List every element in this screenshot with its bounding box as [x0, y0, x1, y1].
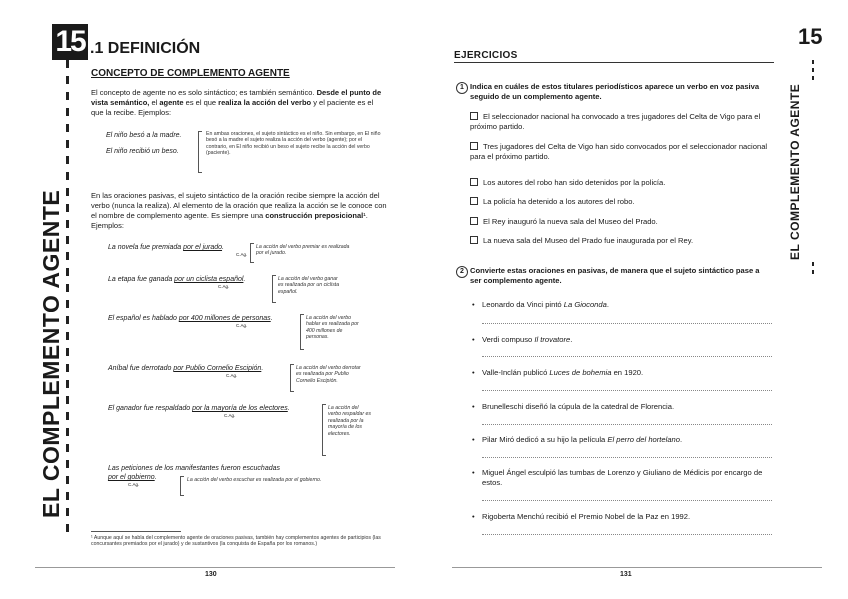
ex4-agent: por Publio Cornelio Escipión	[173, 365, 262, 372]
ex4-pre: Aníbal fue derrotado	[108, 365, 174, 372]
q1-item-1[interactable]	[470, 112, 770, 132]
passive-example-4	[108, 364, 264, 378]
q2-answer-line-4[interactable]	[482, 424, 772, 425]
right-dash-strip-bottom	[812, 262, 814, 278]
ex6-post: .	[154, 474, 157, 481]
example-a: El niño besó a la madre.	[106, 132, 182, 139]
q2-item-5-post: .	[679, 435, 683, 444]
q2-answer-line-2[interactable]	[482, 356, 772, 357]
passive-paragraph	[91, 191, 389, 231]
right-chapter-number: 15	[798, 24, 823, 49]
intro-bold-2: agente	[159, 98, 184, 107]
right-page	[424, 0, 848, 599]
left-footer-rule	[35, 567, 395, 568]
q1-number: 1	[456, 82, 468, 94]
q1-item-text-3: Los autores del robo han sido detenidos por la policía.	[483, 178, 666, 187]
q2-bullet-6: •	[472, 468, 475, 477]
q2-bullet-7: •	[472, 512, 475, 521]
passive-text: En las oraciones pasivas, el sujeto sintáctico de la oración recibe siempre la acción del verbo (nunca la realiza). Al elemento de la oración que realiza la acción se le conoce con el nombre de complemento agente. Es siempre una	[91, 191, 387, 220]
ex5-agent: por la mayoría de los electores	[192, 405, 288, 412]
ex4-note: La acción del verbo derrotar es realizada por Publio Cornelio Escipión.	[296, 365, 361, 384]
q2-item-2	[482, 335, 772, 345]
ex6-pre: Las peticiones de los manifestantes fueron escuchadas	[108, 465, 280, 472]
q2-item-1-ital: La Gioconda	[563, 300, 607, 309]
passive-end: ¹. Ejemplos:	[91, 211, 368, 230]
q2-item-3-post: en 1920.	[611, 368, 644, 377]
ex6-ag-label: C.Ag.	[128, 482, 140, 487]
ex3-post: .	[270, 315, 273, 322]
example-note: En ambas oraciones, el sujeto sintáctico es el niño. Sin embargo, en El niño besó a la madre el sujeto realiza la acción del verbo (agente); por el contrario, en El niño recibió un beso el sujeto recibe la acción del verbo (paciente).	[206, 131, 381, 157]
ex3-pre: El español es hablado	[108, 315, 179, 322]
q1-checkbox-1[interactable]	[470, 112, 478, 120]
q2-bullet-1: •	[472, 300, 475, 309]
ex2-ag-label: C.Ag.	[218, 284, 230, 289]
q1-item-2[interactable]	[470, 142, 770, 162]
q1-item-text-4: La policía ha detenido a los autores del robo.	[483, 197, 635, 206]
exercises-heading: EJERCICIOS	[454, 50, 518, 61]
q1-item-text-5: El Rey inauguró la nueva sala del Museo del Prado.	[483, 217, 658, 226]
q1-checkbox-5[interactable]	[470, 217, 478, 225]
q2-bullet-3: •	[472, 368, 475, 377]
ex5-ag-label: C.Ag.	[224, 413, 236, 418]
left-dash-strip	[66, 60, 69, 540]
intro-bold-1: Desde el punto de vista semántico,	[91, 88, 382, 107]
ex3-agent: por 400 millones de personas	[178, 315, 271, 322]
right-vertical-title: EL COMPLEMENTO AGENTE	[788, 83, 802, 260]
example-brace	[198, 131, 202, 173]
passive-example-2	[108, 275, 246, 289]
passive-example-1	[108, 243, 248, 257]
q2-bullet-4: •	[472, 402, 475, 411]
intro-paragraph	[91, 88, 387, 118]
q1-item-text-2: Tres jugadores del Celta de Vigo han sido convocados por el seleccionador nacional para el próximo partido.	[470, 142, 768, 161]
q2-item-2-pre: Verdi compuso	[482, 335, 535, 344]
ex6-note: La acción del verbo escuchar es realizada por el gobierno.	[187, 477, 322, 483]
ex4-post: .	[261, 365, 264, 372]
q2-item-2-post: .	[570, 335, 573, 344]
section-title: .1 DEFINICIÓN	[90, 40, 201, 57]
ex1-ag-label: C.Ag.	[236, 252, 248, 257]
q2-item-4-pre: Brunelleschi diseñó la cúpula de la catedral de Florencia.	[482, 402, 675, 411]
q2-bullet-2: •	[472, 335, 475, 344]
ex1-post: .	[222, 244, 224, 251]
q2-answer-line-3[interactable]	[482, 390, 772, 391]
right-dash-strip	[812, 60, 814, 82]
q2-answer-line-7[interactable]	[482, 534, 772, 535]
q2-item-5	[482, 435, 772, 445]
passive-example-3	[108, 314, 273, 328]
q2-item-1-post: .	[606, 300, 609, 309]
q1-instruction: Indica en cuáles de estos titulares periodísticos aparece un verbo en voz pasiva seguido de un complemento agente.	[470, 82, 760, 101]
ex6-brace	[180, 476, 184, 496]
ex6-agent: por el gobierno	[108, 474, 155, 481]
q1-checkbox-4[interactable]	[470, 197, 478, 205]
q2-item-3-ital: Luces de bohemia	[549, 368, 612, 377]
q2-instruction: Convierte estas oraciones en pasivas, de manera que el sujeto sintáctico pase a ser complemento agente.	[470, 266, 760, 285]
q2-number: 2	[456, 266, 468, 278]
ex3-ag-label: C.Ag.	[236, 323, 248, 328]
ex5-post: .	[287, 405, 290, 412]
q1-item-6[interactable]	[470, 236, 770, 246]
intro-bold-3: realiza la acción del verbo	[218, 98, 312, 107]
q2-item-5-ital: El perro del hortelano	[607, 435, 680, 444]
footnote: ¹ Aunque aquí se habla del complemento agente de oraciones pasivas, también hay complementos agentes de participios (las concursantes premiados por el jurado) y de sustantivos (la conquista de España por los romanos.)	[91, 535, 381, 548]
intro-text-3: es el que	[183, 98, 219, 107]
passive-bold: construcción preposicional	[265, 211, 364, 220]
q2-answer-line-1[interactable]	[482, 323, 772, 324]
q2-answer-line-6[interactable]	[482, 500, 772, 501]
q1-checkbox-3[interactable]	[470, 178, 478, 186]
q1-item-text-6: La nueva sala del Museo del Prado fue inaugurada por el Rey.	[483, 236, 694, 245]
ex2-agent: por un ciclista español	[174, 276, 244, 283]
q2-item-1-pre: Leonardo da Vinci pintó	[482, 300, 564, 309]
ex2-pre: La etapa fue ganada	[108, 276, 175, 283]
ex2-post: .	[243, 276, 246, 283]
q2-item-3-pre: Valle-Inclán publicó	[482, 368, 550, 377]
q1-item-3[interactable]	[470, 178, 770, 188]
ex5-brace	[322, 404, 326, 456]
ex2-brace	[272, 275, 276, 303]
ex4-brace	[290, 364, 294, 392]
left-page-number: 130	[205, 571, 217, 578]
left-vertical-title: EL COMPLEMENTO AGENTE	[38, 189, 64, 518]
q1-item-4[interactable]	[470, 197, 770, 207]
q1-checkbox-6[interactable]	[470, 236, 478, 244]
q1-item-text-1: El seleccionador nacional ha convocado a tres jugadores del Celta de Vigo para el próximo partido.	[470, 112, 761, 131]
q2-item-5-pre: Pilar Miró dedicó a su hijo la película	[482, 435, 608, 444]
ex1-brace	[250, 243, 254, 263]
ex1-pre: La novela fue premiada	[108, 244, 184, 251]
intro-text-4: y el paciente es el que la recibe. Ejemplos:	[91, 98, 374, 117]
q2-item-2-ital: Il trovatore	[534, 335, 571, 344]
ex3-note: La acción del verbo hablar es realizada por 400 millones de personas.	[306, 315, 359, 341]
q1-item-5[interactable]	[470, 217, 770, 227]
ex5-note: La acción del verbo respaldar es realizada por la mayoría de los electores.	[328, 405, 371, 437]
q2-item-6	[482, 468, 772, 488]
q2-answer-line-5[interactable]	[482, 457, 772, 458]
q2-item-6-pre: Miguel Ángel esculpió las tumbas de Lorenzo y Giuliano de Médicis por encargo de estos.	[482, 468, 763, 487]
q2-item-1	[482, 300, 772, 310]
q2-item-3	[482, 368, 772, 378]
footnote-rule	[91, 531, 181, 532]
exercises-rule	[454, 62, 774, 63]
right-footer-rule	[452, 567, 822, 568]
ex2-note: La acción del verbo ganar es realizada por un ciclista español.	[278, 276, 340, 295]
right-page-number: 131	[620, 571, 632, 578]
ex4-ag-label: C.Ag.	[226, 373, 238, 378]
intro-text-2: el	[149, 98, 160, 107]
chapter-number-box: 15	[52, 24, 88, 60]
q2-bullet-5: •	[472, 435, 475, 444]
example-b: El niño recibió un beso.	[106, 148, 179, 155]
passive-example-5	[108, 404, 290, 418]
subheading: CONCEPTO DE COMPLEMENTO AGENTE	[91, 68, 290, 79]
q2-item-7-pre: Rigoberta Menchú recibió el Premio Nobel de la Paz en 1992.	[482, 512, 691, 521]
intro-text-1: El concepto de agente no es solo sintáctico; es también semántico.	[91, 88, 315, 97]
q1-checkbox-2[interactable]	[470, 142, 478, 150]
ex3-brace	[300, 314, 304, 350]
q2-item-7	[482, 512, 772, 522]
ex1-agent: por el jurado	[183, 244, 223, 251]
ex5-pre: El ganador fue respaldado	[108, 405, 193, 412]
q2-item-4	[482, 402, 772, 412]
ex1-note: La acción del verbo premiar es realizada por el jurado.	[256, 244, 350, 257]
